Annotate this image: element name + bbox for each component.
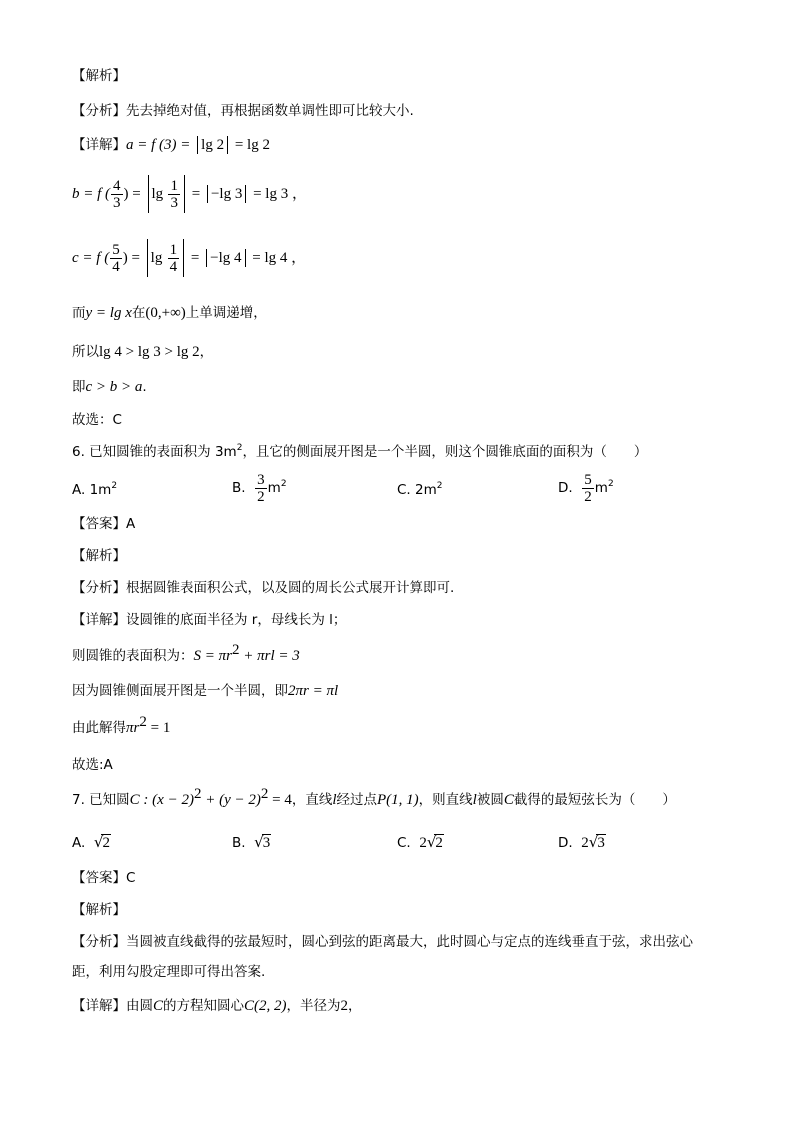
monotonic-line: 而y = lg x在(0,+∞)上单调递增，	[72, 305, 267, 321]
sqrt-icon: √3	[254, 833, 271, 851]
c-abs2: −lg 4	[210, 250, 242, 266]
q7-detail: 【详解】由圆C的方程知圆心C(2, 2)，半径为2，	[72, 998, 362, 1014]
fraction-5-4: $\frac{5}{4}$	[112, 241, 120, 275]
c-head: c = f (	[72, 250, 110, 266]
a-result: = lg 2	[231, 137, 270, 153]
q6-answer: 【答案】A	[72, 516, 136, 532]
semicircle-formula: 2πr = πl	[288, 683, 339, 699]
abs-bar	[197, 136, 198, 154]
q6-semicircle-line: 因为圆锥侧面展开图是一个半圆，即2πr = πl	[72, 683, 339, 699]
detail-a-line	[72, 135, 270, 155]
b-abs2: −lg 3	[210, 186, 243, 202]
q6-stem: 6. 已知圆锥的表面积为 $3m^2$，且它的侧面展开图是一个半圆，则这个圆锥底面的面积为（ ）	[72, 443, 648, 460]
q7-stem: 7. 已知圆C : $(x - 2)^2 + (y - 2)^2 = 4$，直线l经过点P(1, 1)，则直线l被圆C截得的最短弦长为（ ）	[72, 786, 676, 808]
analysis-1: 【分析】先去掉绝对值，再根据函数单调性即可比较大小.	[72, 103, 414, 119]
sqrt-icon: √2	[426, 833, 443, 851]
abs-bar	[245, 249, 246, 267]
a-equation: a = f (3) =	[126, 137, 195, 153]
c-result: = lg 4 ，	[248, 250, 307, 266]
fraction-3-2: $\frac{3}{2}$	[257, 471, 265, 505]
y-lg-x: y = lg x	[85, 305, 132, 321]
b-line: b = f ( $\frac{4}{3}$ ) = lg $\frac{1}{3}$ = −lg 3 = lg 3 ，	[72, 175, 307, 213]
solve-formula: πr	[126, 720, 140, 736]
circle-center: C(2, 2)	[244, 998, 287, 1014]
c-line: c = f ( $\frac{5}{4}$ ) = lg $\frac{1}{4}$ = −lg 4 = lg 4 ，	[72, 239, 306, 277]
a-abs-content: lg 2	[201, 137, 225, 153]
jiexi-label-1: 【解析】	[72, 68, 126, 84]
q6-choice: 故选:A	[72, 757, 113, 773]
fraction-4-3: $\frac{4}{3}$	[113, 177, 121, 211]
q7-option-b: B. √3	[232, 833, 271, 851]
q7-answer: 【答案】C	[72, 870, 136, 886]
q6-solve-line: 由此解得$\pi r^2 = 1$	[72, 714, 171, 736]
q6-analysis: 【分析】根据圆锥表面积公式，以及圆的周长公式展开计算即可.	[72, 580, 455, 596]
abs-bar	[184, 175, 185, 213]
choice-line-1: 故选：C	[72, 412, 122, 428]
fraction-1-3: $\frac{1}{3}$	[170, 177, 178, 211]
q6-option-d: D. $\frac{5}{2}$ $m^2$	[558, 471, 614, 505]
surface-formula: S = πr	[193, 648, 232, 664]
fraction-5-2: $\frac{5}{2}$	[584, 471, 592, 505]
b-mid: ) =	[123, 186, 145, 202]
abs-bar	[245, 185, 246, 203]
interval: (0,+∞)	[145, 305, 186, 321]
q7-jiexi: 【解析】	[72, 902, 126, 918]
q6-option-b: B. $\frac{3}{2}$ $m^2$	[232, 471, 287, 505]
q7-analysis-1: 【分析】当圆被直线截得的弦最短时，圆心到弦的距离最大，此时圆心与定点的连线垂直于弦，求出弦心	[72, 934, 693, 950]
abs-bar	[227, 136, 228, 154]
q6-jiexi: 【解析】	[72, 548, 126, 564]
q7-analysis-2: 距，利用勾股定理即可得出答案.	[72, 964, 266, 980]
therefore-line: 所以lg 4 > lg 3 > lg 2，	[72, 344, 214, 360]
abs-bar	[206, 249, 207, 267]
fraction-1-4: $\frac{1}{4}$	[169, 241, 178, 275]
lg-text: lg	[150, 250, 163, 266]
abs-bar	[183, 239, 184, 277]
q6-option-a: A. $1m^2$	[72, 481, 118, 498]
b-result: = lg 3 ，	[249, 186, 307, 202]
q6-surface-area-line: 则圆锥的表面积为：$S = \pi r^2 + \pi rl = 3$	[72, 642, 300, 664]
sqrt-icon: √2	[93, 833, 110, 851]
q7-option-d: D. 2√3	[558, 833, 605, 851]
conclusion-line: 即c > b > a.	[72, 379, 147, 395]
sqrt-icon: √3	[588, 833, 605, 851]
lg-inequality: lg 4 > lg 3 > lg 2	[99, 344, 200, 360]
q7-option-c: C. 2√2	[397, 833, 443, 851]
q6-detail: 【详解】设圆锥的底面半径为 r，母线长为 l；	[72, 612, 347, 628]
detail-tag: 【详解】	[72, 137, 126, 153]
abs-bar	[147, 239, 148, 277]
abs-bar	[148, 175, 149, 213]
cba-inequality: c > b > a	[85, 379, 143, 395]
abs-bar	[207, 185, 208, 203]
q7-option-a: A. √2	[72, 833, 110, 851]
c-mid: ) =	[122, 250, 144, 266]
lg-text: lg	[151, 186, 164, 202]
q6-option-c: C. $2m^2$	[397, 481, 443, 498]
b-head: b = f (	[72, 186, 111, 202]
